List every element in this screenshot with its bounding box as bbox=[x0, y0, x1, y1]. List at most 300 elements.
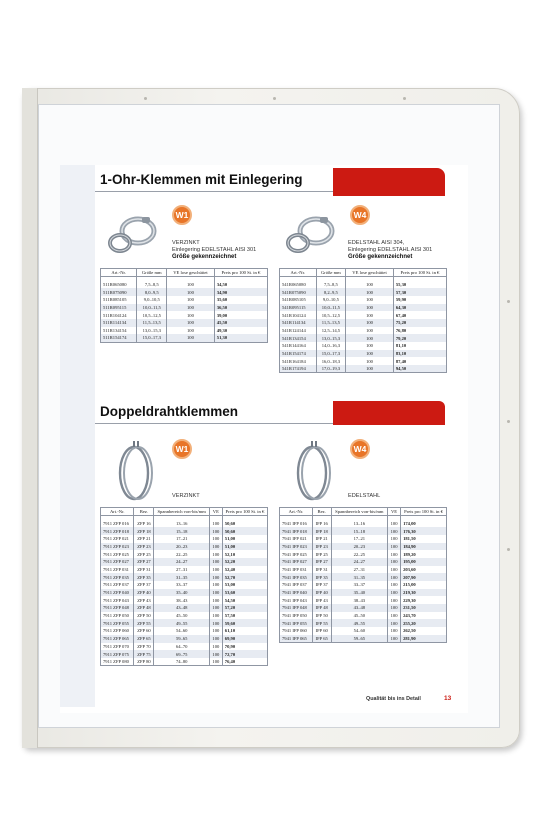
table-cell: 13–16 bbox=[154, 520, 210, 528]
table-row bbox=[280, 596, 447, 604]
table-row bbox=[280, 319, 447, 327]
table-cell: IFP 31 bbox=[312, 566, 331, 574]
price-cell: 52,70 bbox=[222, 573, 267, 581]
article-number-cell: 7911 ZFP 031 bbox=[101, 566, 134, 574]
table-cell: 15–18 bbox=[331, 527, 387, 535]
table-cell: 12,5–14,5 bbox=[316, 327, 346, 335]
price-cell: 52,10 bbox=[222, 550, 267, 558]
table-row bbox=[101, 558, 268, 566]
catalog-page bbox=[60, 165, 468, 713]
price-cell: 229,30 bbox=[401, 596, 447, 604]
article-number-cell: 511R154174 bbox=[101, 334, 137, 342]
table-row bbox=[101, 327, 268, 335]
column-header: Preis pro 100 St. in € bbox=[214, 269, 267, 277]
table-row bbox=[280, 619, 447, 627]
price-cell: 184,90 bbox=[401, 543, 447, 551]
article-number-cell: 7911 ZFP 080 bbox=[101, 658, 134, 666]
table-row bbox=[280, 520, 447, 528]
price-cell: 51,00 bbox=[222, 535, 267, 543]
table-cell: ZFP 75 bbox=[134, 650, 154, 658]
section-title: Doppeldrahtklemmen bbox=[100, 404, 239, 419]
table-row bbox=[101, 535, 268, 543]
table-cell: 100 bbox=[346, 357, 394, 365]
table-row bbox=[280, 527, 447, 535]
price-cell: 59,90 bbox=[393, 296, 446, 304]
table-cell: 100 bbox=[209, 612, 222, 620]
table-cell: IFP 48 bbox=[312, 604, 331, 612]
price-cell: 54,50 bbox=[222, 596, 267, 604]
table-cell: 10,0–11,5 bbox=[137, 304, 167, 312]
table-cell: 100 bbox=[209, 535, 222, 543]
table-cell: 31–35 bbox=[331, 573, 387, 581]
article-number-cell: 7911 ZFP 037 bbox=[101, 581, 134, 589]
price-table-header bbox=[101, 269, 268, 277]
table-cell: 9,0–10,5 bbox=[137, 296, 167, 304]
product-description bbox=[172, 240, 256, 261]
table-row bbox=[101, 650, 268, 658]
table-row bbox=[280, 535, 447, 543]
article-number-cell: 7941 IFP 055 bbox=[280, 619, 313, 627]
article-number-cell: 7941 IFP 027 bbox=[280, 558, 313, 566]
table-row bbox=[280, 327, 447, 335]
price-cell: 53,60 bbox=[222, 589, 267, 597]
article-number-cell: 7911 ZFP 048 bbox=[101, 604, 134, 612]
table-cell: 45–50 bbox=[331, 612, 387, 620]
price-cell: 195,00 bbox=[401, 558, 447, 566]
product-description bbox=[348, 493, 380, 500]
table-row bbox=[101, 550, 268, 558]
article-number-cell: 541R144164 bbox=[280, 342, 317, 350]
table-cell: 11,5–13,5 bbox=[316, 319, 346, 327]
price-table-header bbox=[280, 269, 447, 277]
article-number-cell: 7941 IFP 048 bbox=[280, 604, 313, 612]
price-cell: 243,70 bbox=[401, 612, 447, 620]
column-header: Art.-Nr. bbox=[101, 269, 137, 277]
article-number-cell: 511R134154 bbox=[101, 327, 137, 335]
table-cell: 17,0–19,3 bbox=[316, 365, 346, 373]
table-cell: 100 bbox=[388, 589, 401, 597]
table-cell: 43–48 bbox=[154, 604, 210, 612]
column-header: VE bbox=[388, 508, 401, 516]
table-cell: ZFP 50 bbox=[134, 612, 154, 620]
table-row bbox=[101, 612, 268, 620]
table-row bbox=[101, 627, 268, 635]
table-cell: IFP 40 bbox=[312, 589, 331, 597]
table-row bbox=[101, 573, 268, 581]
table-cell: 100 bbox=[388, 543, 401, 551]
article-number-cell: 7941 IFP 043 bbox=[280, 596, 313, 604]
table-cell: 100 bbox=[167, 281, 215, 289]
table-cell: 100 bbox=[388, 535, 401, 543]
table-cell: ZFP 80 bbox=[134, 658, 154, 666]
table-row bbox=[280, 581, 447, 589]
page-side-lane bbox=[60, 165, 95, 707]
table-row bbox=[101, 281, 268, 289]
price-cell: 57,50 bbox=[222, 612, 267, 620]
table-row bbox=[280, 296, 447, 304]
section-rule bbox=[95, 423, 333, 424]
product-line: EDELSTAHL AISI 304, bbox=[348, 240, 405, 246]
table-cell: 100 bbox=[388, 550, 401, 558]
table-cell: 100 bbox=[346, 319, 394, 327]
table-cell: 38–43 bbox=[154, 596, 210, 604]
table-cell: 100 bbox=[167, 296, 215, 304]
article-number-cell: 7911 ZFP 075 bbox=[101, 650, 134, 658]
table-cell: 100 bbox=[388, 527, 401, 535]
table-row bbox=[280, 604, 447, 612]
table-cell: ZFP 37 bbox=[134, 581, 154, 589]
table-row bbox=[280, 612, 447, 620]
table-row bbox=[101, 311, 268, 319]
price-cell: 34,90 bbox=[214, 288, 267, 296]
ear-clamp-image bbox=[104, 213, 160, 255]
article-number-cell: 7911 ZFP 035 bbox=[101, 573, 134, 581]
price-cell: 76,40 bbox=[222, 658, 267, 666]
article-number-cell: 541R095115 bbox=[280, 304, 317, 312]
table-row bbox=[280, 357, 447, 365]
article-number-cell: 511R095115 bbox=[101, 304, 137, 312]
column-header: Preis pro 100 St. in € bbox=[393, 269, 446, 277]
column-header: Bez. bbox=[312, 508, 331, 516]
article-number-cell: 541R114134 bbox=[280, 319, 317, 327]
table-row bbox=[280, 558, 447, 566]
table-cell: 100 bbox=[209, 550, 222, 558]
price-cell: 94,50 bbox=[393, 365, 446, 373]
column-header: Art.-Nr. bbox=[101, 508, 134, 516]
column-header: Spannbereich von-bis/mm bbox=[331, 508, 387, 516]
price-cell: 34,50 bbox=[214, 281, 267, 289]
table-cell: IFP 60 bbox=[312, 627, 331, 635]
table-cell: ZFP 48 bbox=[134, 604, 154, 612]
price-cell: 281,90 bbox=[401, 635, 447, 643]
table-cell: ZFP 35 bbox=[134, 573, 154, 581]
table-row bbox=[101, 658, 268, 666]
footer-slogan: Qualität bis ins Detail bbox=[366, 696, 421, 702]
price-cell: 36,50 bbox=[214, 304, 267, 312]
table-cell: IFP 50 bbox=[312, 612, 331, 620]
article-number-cell: 7941 IFP 025 bbox=[280, 550, 313, 558]
table-cell: 74–80 bbox=[154, 658, 210, 666]
column-header: Größe mm bbox=[316, 269, 346, 277]
price-cell: 181,50 bbox=[401, 535, 447, 543]
article-number-cell: 541R134154 bbox=[280, 334, 317, 342]
article-number-cell: 7941 IFP 016 bbox=[280, 520, 313, 528]
table-row bbox=[280, 635, 447, 643]
material-badge-w1: W1 bbox=[172, 439, 192, 459]
table-row bbox=[280, 589, 447, 597]
table-row bbox=[101, 566, 268, 574]
table-cell: 22–25 bbox=[331, 550, 387, 558]
product-line-bold: Größe gekennzeichnet bbox=[172, 254, 237, 260]
table-cell: 100 bbox=[209, 566, 222, 574]
column-header: Preis pro 100 St. in € bbox=[401, 508, 447, 516]
table-cell: 100 bbox=[209, 596, 222, 604]
product-line: Einlegering EDELSTAHL AISI 301 bbox=[348, 247, 433, 253]
table-cell: 15,0–17,3 bbox=[316, 350, 346, 358]
table-row bbox=[101, 304, 268, 312]
table-cell: 59–65 bbox=[154, 635, 210, 643]
section-accent-bar bbox=[333, 401, 445, 425]
table-row bbox=[101, 543, 268, 551]
table-cell: IFP 21 bbox=[312, 535, 331, 543]
price-cell: 83,10 bbox=[393, 350, 446, 358]
article-number-cell: 541R065080 bbox=[280, 281, 317, 289]
price-cell: 52,40 bbox=[222, 566, 267, 574]
price-cell: 51,00 bbox=[222, 543, 267, 551]
table-cell: 15,0–17,3 bbox=[137, 334, 167, 342]
price-cell: 70,90 bbox=[222, 643, 267, 651]
table-cell: 27–31 bbox=[331, 566, 387, 574]
material-badge-w1: W1 bbox=[172, 205, 192, 225]
frame-rivet bbox=[144, 97, 147, 100]
table-cell: 100 bbox=[209, 520, 222, 528]
table-cell: 24–27 bbox=[331, 558, 387, 566]
column-header: Spannbereich von-bis/mm bbox=[154, 508, 210, 516]
table-row bbox=[280, 573, 447, 581]
table-cell: 15–18 bbox=[154, 527, 210, 535]
article-number-cell: 511R085105 bbox=[101, 296, 137, 304]
table-cell: 100 bbox=[209, 635, 222, 643]
table-cell: 100 bbox=[209, 543, 222, 551]
price-cell: 79,20 bbox=[393, 334, 446, 342]
article-number-cell: 7911 ZFP 040 bbox=[101, 589, 134, 597]
article-number-cell: 7941 IFP 060 bbox=[280, 627, 313, 635]
price-cell: 262,50 bbox=[401, 627, 447, 635]
material-badge-w4: W4 bbox=[350, 205, 370, 225]
table-cell: 100 bbox=[388, 581, 401, 589]
table-cell: 17–21 bbox=[331, 535, 387, 543]
price-cell: 57,20 bbox=[222, 604, 267, 612]
price-table bbox=[279, 507, 447, 643]
article-number-cell: 511R065080 bbox=[101, 281, 137, 289]
table-row bbox=[280, 334, 447, 342]
article-number-cell: 7911 ZFP 027 bbox=[101, 558, 134, 566]
table-row bbox=[101, 604, 268, 612]
table-row bbox=[280, 550, 447, 558]
article-number-cell: 7911 ZFP 055 bbox=[101, 619, 134, 627]
table-cell: 54–60 bbox=[331, 627, 387, 635]
article-number-cell: 7941 IFP 035 bbox=[280, 573, 313, 581]
table-cell: ZFP 43 bbox=[134, 596, 154, 604]
table-cell: 100 bbox=[167, 327, 215, 335]
table-cell: 9,0–10,5 bbox=[316, 296, 346, 304]
table-cell: IFP 23 bbox=[312, 543, 331, 551]
table-cell: 100 bbox=[388, 596, 401, 604]
table-cell: 27–31 bbox=[154, 566, 210, 574]
table-cell: IFP 18 bbox=[312, 527, 331, 535]
table-cell: 100 bbox=[346, 350, 394, 358]
product-line: VERZINKT bbox=[172, 240, 200, 246]
table-cell: ZFP 65 bbox=[134, 635, 154, 643]
table-cell: 100 bbox=[209, 589, 222, 597]
material-badge-w4: W4 bbox=[350, 439, 370, 459]
price-cell: 55,30 bbox=[393, 281, 446, 289]
table-cell: 100 bbox=[388, 566, 401, 574]
column-header: VE lose geschüttet bbox=[346, 269, 394, 277]
table-cell: 100 bbox=[388, 558, 401, 566]
article-number-cell: 7941 IFP 031 bbox=[280, 566, 313, 574]
table-cell: 49–55 bbox=[331, 619, 387, 627]
table-cell: ZFP 40 bbox=[134, 589, 154, 597]
table-row bbox=[101, 520, 268, 528]
table-cell: ZFP 21 bbox=[134, 535, 154, 543]
product-line: EDELSTAHL bbox=[348, 493, 381, 499]
article-number-cell: 7941 IFP 023 bbox=[280, 543, 313, 551]
table-cell: 8,0–9,5 bbox=[137, 288, 167, 296]
table-cell: 10,5–12,5 bbox=[316, 311, 346, 319]
table-cell: 8,2–9,5 bbox=[316, 288, 346, 296]
table-cell: 69–75 bbox=[154, 650, 210, 658]
table-cell: 13,0–15,3 bbox=[316, 334, 346, 342]
table-cell: 100 bbox=[388, 619, 401, 627]
price-cell: 50,60 bbox=[222, 520, 267, 528]
table-cell: 24–27 bbox=[154, 558, 210, 566]
table-row bbox=[101, 581, 268, 589]
price-cell: 87,40 bbox=[393, 357, 446, 365]
table-cell: 100 bbox=[209, 627, 222, 635]
article-number-cell: 7941 IFP 065 bbox=[280, 635, 313, 643]
article-number-cell: 541R164184 bbox=[280, 357, 317, 365]
table-cell: 45–50 bbox=[154, 612, 210, 620]
table-cell: 100 bbox=[388, 520, 401, 528]
table-row bbox=[101, 619, 268, 627]
article-number-cell: 511R104124 bbox=[101, 311, 137, 319]
table-cell: 20–23 bbox=[331, 543, 387, 551]
article-number-cell: 7911 ZFP 060 bbox=[101, 627, 134, 635]
column-header: Größe mm bbox=[137, 269, 167, 277]
table-cell: IFP 37 bbox=[312, 581, 331, 589]
table-cell: IFP 27 bbox=[312, 558, 331, 566]
table-cell: IFP 55 bbox=[312, 619, 331, 627]
column-header: Bez. bbox=[134, 508, 154, 516]
price-cell: 49,30 bbox=[214, 327, 267, 335]
table-row bbox=[101, 288, 268, 296]
price-cell: 203,60 bbox=[401, 566, 447, 574]
frame-rivet bbox=[273, 97, 276, 100]
table-cell: ZFP 70 bbox=[134, 643, 154, 651]
price-table-header bbox=[280, 508, 447, 516]
table-cell: 100 bbox=[388, 627, 401, 635]
article-number-cell: 511R075090 bbox=[101, 288, 137, 296]
table-row bbox=[280, 288, 447, 296]
table-cell: IFP 35 bbox=[312, 573, 331, 581]
section-title: 1-Ohr-Klemmen mit Einlegering bbox=[100, 172, 303, 187]
price-cell: 75,20 bbox=[393, 319, 446, 327]
table-cell: 64–70 bbox=[154, 643, 210, 651]
table-cell: 100 bbox=[388, 573, 401, 581]
price-table bbox=[100, 507, 268, 666]
table-row bbox=[101, 643, 268, 651]
section-rule bbox=[95, 191, 333, 192]
table-cell: 100 bbox=[346, 281, 394, 289]
table-cell: ZFP 27 bbox=[134, 558, 154, 566]
table-cell: IFP 25 bbox=[312, 550, 331, 558]
article-number-cell: 7941 IFP 040 bbox=[280, 589, 313, 597]
frame-rivet bbox=[507, 420, 510, 423]
price-cell: 67,40 bbox=[393, 311, 446, 319]
table-cell: ZFP 18 bbox=[134, 527, 154, 535]
table-cell: 31–35 bbox=[154, 573, 210, 581]
table-cell: 11,5–13,5 bbox=[137, 319, 167, 327]
page-number: 13 bbox=[444, 695, 452, 702]
product-description bbox=[348, 240, 432, 261]
table-cell: 100 bbox=[388, 612, 401, 620]
table-row bbox=[280, 311, 447, 319]
table-row bbox=[101, 334, 268, 342]
table-cell: 100 bbox=[167, 304, 215, 312]
table-cell: ZFP 60 bbox=[134, 627, 154, 635]
price-cell: 61,10 bbox=[222, 627, 267, 635]
article-number-cell: 7911 ZFP 043 bbox=[101, 596, 134, 604]
table-row bbox=[280, 566, 447, 574]
table-cell: 100 bbox=[346, 311, 394, 319]
table-cell: 100 bbox=[167, 288, 215, 296]
table-cell: 100 bbox=[346, 288, 394, 296]
table-cell: 100 bbox=[209, 527, 222, 535]
frame-rivet bbox=[507, 548, 510, 551]
table-cell: 33–37 bbox=[331, 581, 387, 589]
table-row bbox=[101, 635, 268, 643]
article-number-cell: 541R085105 bbox=[280, 296, 317, 304]
table-cell: 35–40 bbox=[154, 589, 210, 597]
table-cell: 100 bbox=[209, 581, 222, 589]
price-cell: 176,30 bbox=[401, 527, 447, 535]
column-header: VE bbox=[209, 508, 222, 516]
price-table bbox=[279, 268, 447, 373]
wire-clamp-image bbox=[292, 439, 336, 505]
table-cell: 33–37 bbox=[154, 581, 210, 589]
article-number-cell: 7941 IFP 021 bbox=[280, 535, 313, 543]
table-cell: 20–23 bbox=[154, 543, 210, 551]
table-cell: 43–48 bbox=[331, 604, 387, 612]
table-row bbox=[280, 304, 447, 312]
table-cell: 100 bbox=[346, 327, 394, 335]
price-cell: 52,20 bbox=[222, 558, 267, 566]
article-number-cell: 7911 ZFP 070 bbox=[101, 643, 134, 651]
table-cell: 100 bbox=[209, 573, 222, 581]
price-cell: 53,00 bbox=[222, 581, 267, 589]
display-panel-hinge bbox=[22, 88, 38, 748]
article-number-cell: 7911 ZFP 025 bbox=[101, 550, 134, 558]
price-cell: 215,00 bbox=[401, 581, 447, 589]
product-description bbox=[172, 493, 200, 500]
table-cell: 22–25 bbox=[154, 550, 210, 558]
column-header: Preis pro 100 St. in € bbox=[222, 508, 267, 516]
table-cell: 16,0–18,3 bbox=[316, 357, 346, 365]
table-cell: 100 bbox=[167, 311, 215, 319]
price-cell: 219,30 bbox=[401, 589, 447, 597]
table-cell: ZFP 55 bbox=[134, 619, 154, 627]
table-row bbox=[280, 342, 447, 350]
table-cell: 100 bbox=[346, 334, 394, 342]
table-row bbox=[101, 589, 268, 597]
price-cell: 81,10 bbox=[393, 342, 446, 350]
article-number-cell: 7911 ZFP 065 bbox=[101, 635, 134, 643]
article-number-cell: 541R174194 bbox=[280, 365, 317, 373]
table-cell: 13,0–15,3 bbox=[137, 327, 167, 335]
price-cell: 39,00 bbox=[214, 311, 267, 319]
table-cell: 54–60 bbox=[154, 627, 210, 635]
table-row bbox=[101, 527, 268, 535]
table-row bbox=[280, 281, 447, 289]
column-header: VE lose geschüttet bbox=[167, 269, 215, 277]
table-cell: 100 bbox=[346, 296, 394, 304]
article-number-cell: 541R124144 bbox=[280, 327, 317, 335]
table-cell: 100 bbox=[388, 604, 401, 612]
price-table-header bbox=[101, 508, 268, 516]
article-number-cell: 541R154174 bbox=[280, 350, 317, 358]
price-cell: 59,60 bbox=[222, 619, 267, 627]
